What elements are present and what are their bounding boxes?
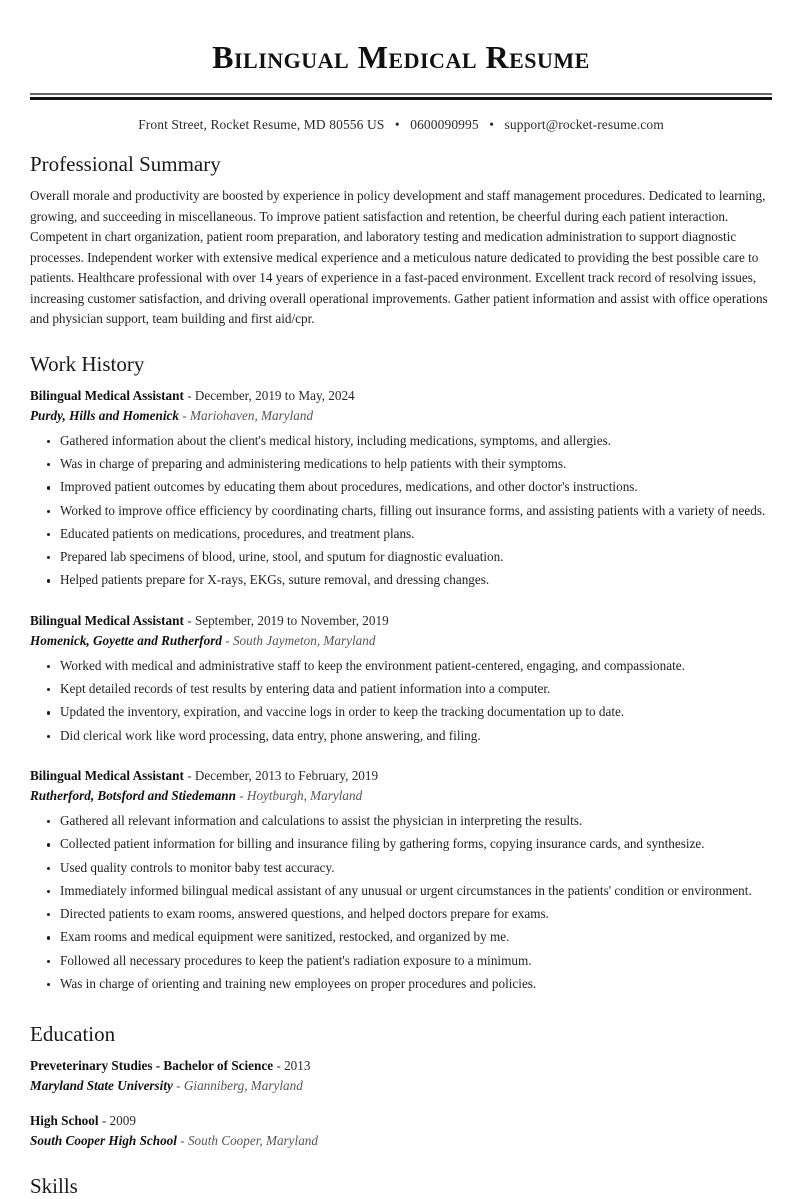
divider-line-lower [30,97,772,100]
list-item: Did clerical work like word processing, data entry, phone answering, and filing. [60,727,772,750]
job-company: Purdy, Hills and Homenick [30,407,179,423]
job-company: Homenick, Goyette and Rutherford [30,632,222,648]
list-item: Worked with medical and administrative staff to keep the environment patient-centered, engaging, and compassionate. [60,657,772,680]
job-separator: - [187,612,192,628]
job-bullets [30,657,772,750]
job-company-line [30,406,772,425]
education-degree-line [30,1056,772,1075]
job-company-separator: - [239,788,244,804]
education-separator: - [276,1058,281,1074]
job-bullets [30,812,772,998]
job-separator: - [187,767,192,783]
job-bullets [30,432,772,595]
section-heading-work-history: Work History [30,351,145,376]
education-degree: Preveterinary Studies - Bachelor of Science [30,1058,274,1074]
job-company-line [30,631,772,650]
education-school-line [30,1076,772,1095]
job-dates: December, 2019 to May, 2024 [194,387,355,403]
section-professional-summary [30,152,772,329]
contact-separator-2: • [489,117,495,133]
job-separator: - [187,387,192,403]
contact-separator-1: • [394,117,400,133]
job-entry [30,611,772,750]
contact-address: Front Street, Rocket Resume, MD 80556 US [138,117,385,133]
education-separator: - [101,1112,107,1128]
job-entry [30,386,772,595]
section-work-history [30,352,772,998]
job-company-separator: - [225,632,230,648]
education-school-line [30,1131,772,1150]
list-item: Was in charge of orienting and training new employees on proper procedures and policies. [60,975,772,998]
education-location: Gianniberg, Maryland [183,1078,303,1094]
summary-paragraph: Overall morale and productivity are boosted by experience in policy development and staff management procedures. Dedicated to learning, growing, and succeeding in miscellaneous. To improve patient satisfaction and retention, be cheerful during each patient interaction. Competent in chart organization, patient room preparation, and laboratory testing and medication administration to support diagnostic processes. Independent worker with extensive medical experience and a meticulous nature dedicated to providing the best possible care to patients. Healthcare professional with over 14 years of experience in a fast-paced environment. Excellent track record of resolving issues, increasing customer satisfaction, and driving overall operational improvements. Gather patient information and assist with office operations and physician support, team building and first aid/cpr. [30,188,768,327]
education-year: 2009 [109,1112,136,1128]
section-skills [30,1174,772,1199]
header-divider [30,93,772,100]
job-company-line [30,786,772,805]
page-title: Bilingual Medical Resume [212,39,590,75]
education-year: 2013 [284,1058,311,1074]
job-title: Bilingual Medical Assistant [30,612,184,628]
list-item: Gathered all relevant information and calculations to assist the physician in interpreting the results. [60,812,772,835]
job-dates: September, 2019 to November, 2019 [194,612,389,628]
job-location: Hoytburgh, Maryland [246,788,363,804]
list-item: Was in charge of preparing and administering medications to help patients with their symptoms. [60,455,772,478]
section-heading-education: Education [30,1022,116,1047]
job-company: Rutherford, Botsford and Stiedemann [30,788,236,804]
section-education [30,1022,772,1150]
education-location: South Cooper, Maryland [187,1132,318,1148]
job-location: Mariohaven, Maryland [189,407,314,423]
education-school-separator: - [180,1132,185,1148]
list-item: Collected patient information for billing and insurance filing by gathering forms, copying insurance cards, and synthesize. [60,835,772,858]
education-degree-line [30,1111,772,1130]
list-item: Kept detailed records of test results by entering data and patient information into a computer. [60,680,772,703]
job-title-line [30,611,772,630]
list-item: Educated patients on medications, procedures, and treatment plans. [60,525,772,548]
job-title-line [30,766,772,785]
job-dates: December, 2013 to February, 2019 [194,767,379,783]
job-title-line [30,386,772,405]
education-entry [30,1111,772,1150]
education-school: Maryland State University [30,1078,173,1094]
list-item: Worked to improve office efficiency by coordinating charts, filling out insurance forms, and assisting patients with a variety of needs. [60,502,772,525]
section-heading-skills: Skills [30,1173,78,1198]
education-school-separator: - [176,1078,181,1094]
list-item: Helped patients prepare for X-rays, EKGs, suture removal, and dressing changes. [60,571,772,594]
section-heading-summary: Professional Summary [30,152,221,177]
job-entry [30,766,772,998]
list-item: Prepared lab specimens of blood, urine, stool, and sputum for diagnostic evaluation. [60,548,772,571]
job-title: Bilingual Medical Assistant [30,387,184,403]
list-item: Directed patients to exam rooms, answered questions, and helped doctors prepare for exams. [60,905,772,928]
education-school: South Cooper High School [30,1132,177,1148]
list-item: Followed all necessary procedures to keep the patient's radiation exposure to a minimum. [60,952,772,975]
contact-phone: 0600090995 [410,117,479,133]
job-title: Bilingual Medical Assistant [30,767,184,783]
contact-email: support@rocket-resume.com [504,117,664,133]
list-item: Used quality controls to monitor baby test accuracy. [60,859,772,882]
job-company-separator: - [182,407,187,423]
list-item: Exam rooms and medical equipment were sanitized, restocked, and organized by me. [60,928,772,951]
list-item: Immediately informed bilingual medical assistant of any unusual or urgent circumstances in the patients' condition or environment. [60,882,772,905]
contact-info [30,117,772,133]
list-item: Improved patient outcomes by educating them about procedures, medications, and other doctor's instructions. [60,478,772,501]
education-entry [30,1056,772,1095]
education-degree: High School [30,1112,99,1128]
list-item: Gathered information about the client's medical history, including medications, symptoms, and allergies. [60,432,772,455]
list-item: Updated the inventory, expiration, and vaccine logs in order to keep the tracking documentation up to date. [60,703,772,726]
job-location: South Jaymeton, Maryland [232,632,376,648]
